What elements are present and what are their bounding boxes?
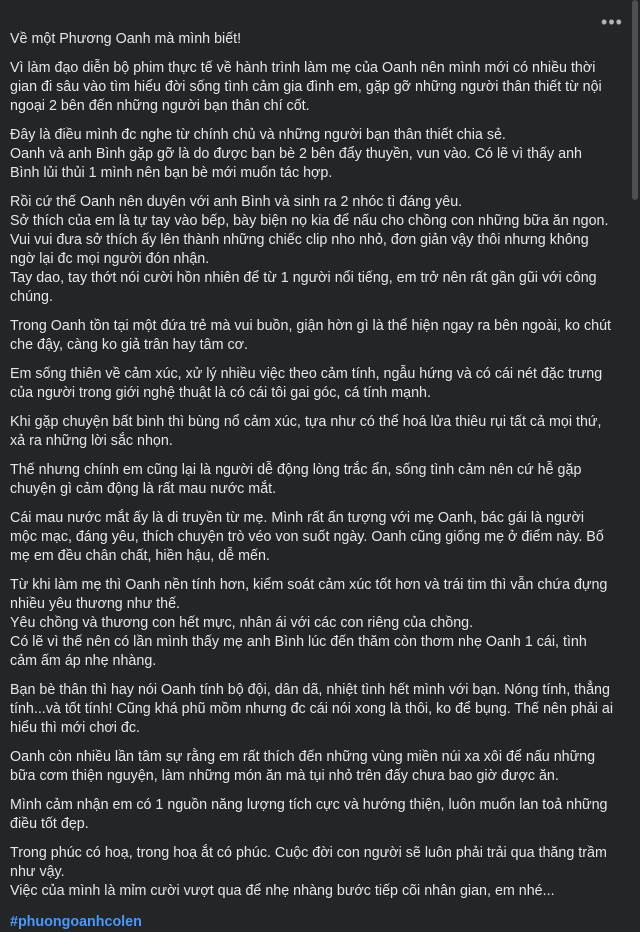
paragraph <box>10 193 614 307</box>
text-line: Vui vui đưa sở thích ấy lên thành những chiếc clip nho nhỏ, đơn giản vậy thôi nhưng không ngờ lại đc mọi người đón nhận. <box>10 232 589 267</box>
paragraph <box>10 126 614 183</box>
paragraph <box>10 576 614 671</box>
text-line: Trong Oanh tồn tại một đứa trẻ mà vui buồn, giận hờn gì là thể hiện ngay ra bên ngoài, ko chút che đậy, càng ko giả trân hay tâm cơ. <box>10 318 611 353</box>
text-line: Mình cảm nhận em có 1 nguồn năng lượng tích cực và hướng thiện, luôn muốn lan toả những điều tốt đẹp. <box>10 797 608 832</box>
text-line: Việc của mình là mỉm cười vượt qua để nhẹ nhàng bước tiếp cõi nhân gian, em nhé... <box>10 883 555 899</box>
text-line: Vì làm đạo diễn bộ phim thực tế về hành trình làm mẹ của Oanh nên mình mới có nhiều thời gian đi sâu vào tìm hiểu đời sống tình cảm gia đình em, gặp gỡ những người thân thiết từ nội ngoại 2 bên đến những người bạn thân chí cốt. <box>10 60 602 114</box>
text-line: Em sống thiên về cảm xúc, xử lý nhiều việc theo cảm tính, ngẫu hứng và có cái nét đặc trưng của người trong giới nghệ thuật là có cái tôi gai góc, cá tính mạnh. <box>10 366 603 401</box>
paragraph <box>10 317 614 355</box>
text-line: Oanh còn nhiều lần tâm sự rằng em rất thích đến những vùng miền núi xa xôi để nấu những bữa cơm thiện nguyện, làm những món ăn mà tụi nhỏ trên đấy chưa bao giờ được ăn. <box>10 749 596 784</box>
paragraph <box>10 413 614 451</box>
paragraph <box>10 509 614 566</box>
paragraph <box>10 59 614 116</box>
text-line: Bạn bè thân thì hay nói Oanh tính bộ đội, dân dã, nhiệt tình hết mình với bạn. Nóng tính, thẳng tính...và tốt tính! Cũng khá phũ mồm nhưng đc cái nói xong là thôi, ko để bụng. Thế nên phải ai hiểu thì mới chơi đc. <box>10 682 614 736</box>
more-dots-icon[interactable]: ••• <box>601 11 623 32</box>
text-line: Khi gặp chuyện bất bình thì bùng nổ cảm xúc, tựa như có thể hoá lửa thiêu rụi tất cả mọi thứ, xả ra những lời sắc nhọn. <box>10 414 602 449</box>
paragraph <box>10 461 614 499</box>
text-line: Có lẽ vì thế nên có lần mình thấy mẹ anh Bình lúc đến thăm còn thơm nhẹ Oanh 1 cái, tình cảm ấm áp nhẹ nhàng. <box>10 634 587 669</box>
hashtag-link[interactable]: #phuongoanhcolen <box>10 914 142 930</box>
text-line: Tay dao, tay thớt nói cười hồn nhiên để từ 1 người nổi tiếng, em trở nên rất gần gũi với công chúng. <box>10 270 597 305</box>
text-line: Đây là điều mình đc nghe từ chính chủ và những người bạn thân thiết chia sẻ. <box>10 127 506 143</box>
paragraph <box>10 748 614 786</box>
paragraph <box>10 30 614 49</box>
text-line: Từ khi làm mẹ thì Oanh nền tính hơn, kiểm soát cảm xúc tốt hơn và trái tim thì vẫn chứa đựng nhiều yêu thương như thế. <box>10 577 608 612</box>
text-line: Oanh và anh Bình gặp gỡ là do được bạn bè 2 bên đẩy thuyền, vun vào. Có lẽ vì thấy anh Bình lủi thủi 1 mình nên bạn bè mới muốn tác hợp. <box>10 146 582 181</box>
paragraph <box>10 844 614 901</box>
scrollbar-thumb[interactable] <box>632 0 638 200</box>
paragraph <box>10 681 614 738</box>
text-line: Rồi cứ thế Oanh nên duyên với anh Bình và sinh ra 2 nhóc tì đáng yêu. <box>10 194 463 210</box>
text-line: Sở thích của em là tự tay vào bếp, bày biện nọ kia để nấu cho chồng con những bữa ăn ngon. <box>10 213 609 229</box>
text-line: Trong phúc có hoạ, trong hoạ ắt có phúc. Cuộc đời con người sẽ luôn phải trải qua thăng trầm như vậy. <box>10 845 607 880</box>
paragraph <box>10 365 614 403</box>
paragraph <box>10 796 614 834</box>
post-text <box>10 30 614 901</box>
text-line: Thế nhưng chính em cũng lại là người dễ động lòng trắc ẩn, sống tình cảm nên cứ hễ gặp chuyện gì cảm động là rất mau nước mắt. <box>10 462 582 497</box>
text-line: Cái mau nước mắt ấy là di truyền từ mẹ. Mình rất ấn tượng với mẹ Oanh, bác gái là người mộc mạc, đáng yêu, thích chuyện trò véo von suốt ngày. Oanh cũng giống mẹ ở điểm này. Bố mẹ em đều chân chất, hiền hậu, dễ mến. <box>10 510 604 564</box>
text-line: Về một Phương Oanh mà mình biết! <box>10 31 242 47</box>
text-line: Yêu chồng và thương con hết mực, nhân ái với các con riêng của chồng. <box>10 615 474 631</box>
